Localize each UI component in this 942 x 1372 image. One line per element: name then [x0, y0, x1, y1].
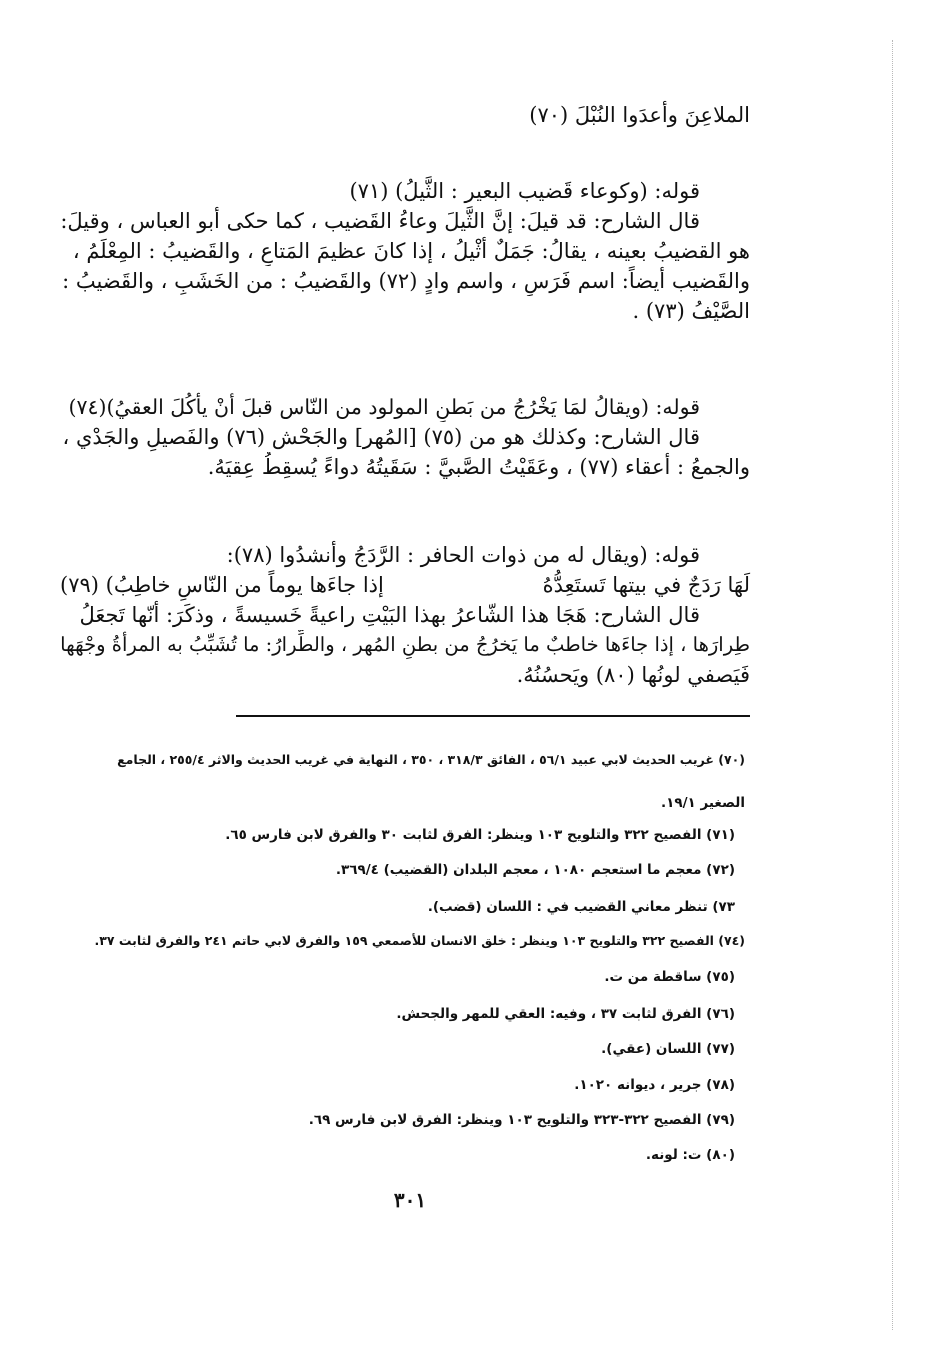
- footnote-77: (٧٧) اللسان (عقي).: [601, 1041, 735, 1057]
- text-line: هو القضيبُ بعينه ، يقالُ: جَمَلٌ أثْيلُ ، إذا كانَ عظيمَ المَتاعِ ، والقَضيبُ : المِعْلَمُ ،: [72, 239, 750, 263]
- scan-margin-line: [892, 40, 893, 1330]
- verse-hemistich-1: لَهَا رَدَجٌ في بيتها تَستَعِدُّهُ: [542, 573, 750, 597]
- text-line: قوله: (ويقالُ لمَا يَخْرُجُ من بَطنِ المولود من النّاس قبلَ أنْ يأكُلَ العقيُ)(٧٤): [68, 395, 700, 419]
- footnote-70: (٧٠) غريب الحديث لابي عبيد ٥٦/١ ، الفائق ٣١٨/٣ ، ٣٥٠ ، النهاية في غريب الحديث والاثر ٢٥٥/٤ ، الجامع: [117, 752, 745, 767]
- footnote-78: (٧٨) جرير ، ديوانه ١٠٢٠.: [574, 1077, 735, 1093]
- text-line: قال الشارح: هَجَا هذا الشّاعرُ بهذا البَيْتِ راعيةً خَسيسةً ، وذكَرَ: أنّها تَجعَلُ: [79, 603, 700, 627]
- text-line: قوله: (ويقال له من ذوات الحافر : الرَّدَجُ وأنشدُوا (٧٨):: [226, 543, 700, 567]
- footnote-76: (٧٦) الفرق لثابت ٣٧ ، وفيه: العقي للمهر والجحش.: [396, 1006, 735, 1022]
- text-line: والجمعُ : أعقاء (٧٧) ، وعَقَيْتُ الصَّبيَّ : سَقَيتُهُ دواءً يُسقِطُ عِقيَهُ.: [207, 455, 750, 479]
- footnote-80: (٨٠) ت: لونه.: [645, 1147, 735, 1163]
- footnote-74: (٧٤) الفصيح ٣٢٢ والتلويح ١٠٣ وينظر : خلق الانسان للأصمعي ١٥٩ والفرق لابي حاتم ٢٤١ والفرق لثابت ٣٧.: [94, 933, 745, 948]
- text-line: طِرارَها ، إذا جاءَها خاطبٌ ما يَخرُجُ من بطنِ المُهر ، والطِّرارُ: ما تُشَبِّبُ به المرأةُ وجْهَها: [60, 633, 750, 656]
- text-line: قال الشارح: قد قيلَ: إنَّ الثَّيلَ وعاءُ القَضيب ، كما حكى أبو العباس ، وقيلَ:: [60, 209, 700, 233]
- footnote-79: (٧٩) الفصيح ٣٢٢-٣٢٣ والتلويح ١٠٣ وينظر: الفرق لابن فارس ٦٩.: [308, 1112, 735, 1128]
- footnote-75: (٧٥) ساقطة من ت.: [604, 969, 735, 985]
- text-line: قال الشارح: وكذلك هو من (٧٥) [المُهر] والجَحْش (٧٦) والفَصيلِ والجَدْي ،: [62, 425, 700, 449]
- footnote-73: ٧٣) تنظر معاني القضيب في : اللسان (قضب).: [427, 899, 735, 915]
- text-line: الملاعِنَ وأعدَوا النُبْلَ (٧٠): [529, 103, 750, 127]
- text-line: الصَّيْفُ (٧٣) .: [632, 299, 750, 323]
- text-line: قوله: (وكوعاء قَضيب البعير : الثَّيلُ) (٧١): [349, 179, 700, 203]
- footnotes: [94, 0, 745, 1372]
- verse-hemistich-2: إذا جاءَها يوماً من النّاسِ خاطِبُ) (٧٩): [60, 573, 384, 597]
- footnote-72: (٧٢) معجم ما استعجم ١٠٨٠ ، معجم البلدان (القضيب) ٣٦٩/٤.: [335, 862, 735, 878]
- footnote-70-cont: الصغير ١٩/١.: [660, 795, 745, 811]
- page-number: ٣٠١: [393, 1188, 427, 1212]
- footnote-71: (٧١) الفصيح ٣٢٢ والتلويح ١٠٣ وينظر: الفرق لثابت ٣٠ والفرق لابن فارس ٦٥.: [225, 827, 735, 843]
- scan-margin-line: [898, 300, 899, 1200]
- text-line: والقَضيب أيضاً: اسم فَرَسٍ ، واسم وادٍ (٧٢) والقَضيبُ : من الخَشَبِ ، والقَضيبُ :: [62, 269, 750, 293]
- text-line: فَيَصفي لونُها (٨٠) ويَحسُنُهُ.: [516, 663, 750, 687]
